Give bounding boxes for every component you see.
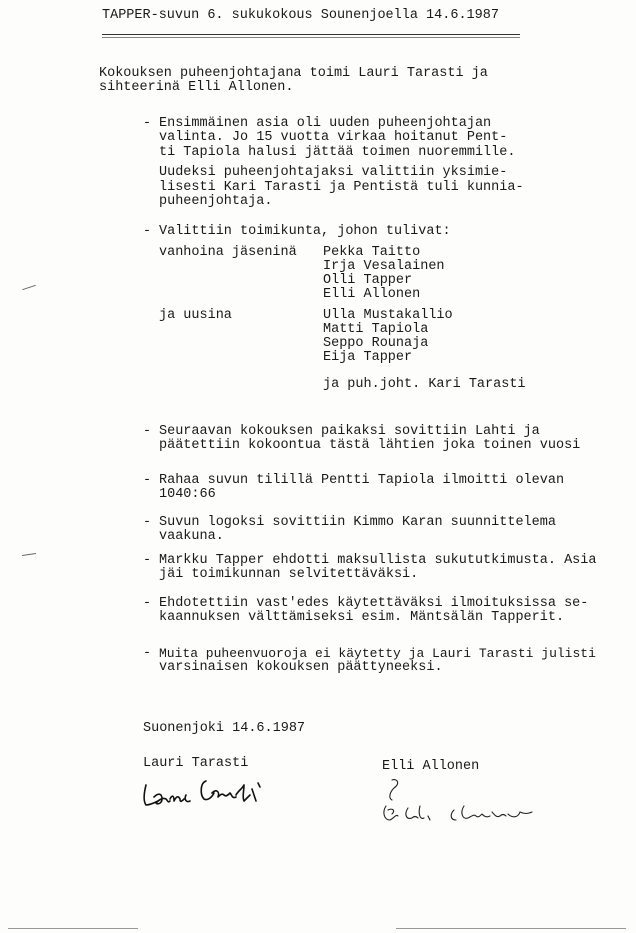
item1-line-6: puheenjohtaja.: [159, 194, 273, 209]
signer-left-name: Lauri Tarasti: [143, 756, 249, 771]
bullet-dash: -: [143, 224, 152, 239]
old-member: Elli Allonen: [323, 287, 421, 302]
item7-line-1: Ehdotettiin vast'edes käytettäväksi ilmoituksissa se-: [159, 596, 589, 611]
bullet-dash: -: [143, 596, 152, 611]
new-member: Eija Tapper: [323, 350, 413, 365]
item8-line-1: Muita puheenvuoroja ei käytetty ja Lauri Tarasti julisti: [159, 646, 596, 661]
signature-left: [140, 775, 270, 815]
item6-line-1: Markku Tapper ehdotti maksullista sukututkimusta. Asia: [159, 553, 597, 568]
item1-line-2: valinta. Jo 15 vuotta virkaa hoitanut Pent-: [159, 130, 508, 145]
place-date: Suonenjoki 14.6.1987: [143, 721, 306, 736]
title-underline: [102, 34, 520, 35]
scan-line: [396, 928, 626, 929]
margin-mark: [22, 553, 36, 556]
document-title: TAPPER-suvun 6. sukukokous Sounenjoella 14.6.1987: [102, 8, 499, 23]
intro-line-1: Kokouksen puheenjohtajana toimi Lauri Tarasti ja: [99, 66, 488, 81]
item5-line-1: Suvun logoksi sovittiin Kimmo Karan suunnittelema: [159, 515, 556, 530]
item2-lead: Valittiin toimikunta, johon tulivat:: [159, 224, 451, 239]
item4-line-1: Rahaa suvun tilillä Pentti Tapiola ilmoitti olevan: [159, 473, 565, 488]
new-member: Seppo Rounaja: [323, 336, 429, 351]
item1-line-3: ti Tapiola halusi jättää toimen nuoremmille.: [159, 145, 516, 160]
old-member: Irja Vesalainen: [323, 259, 445, 274]
signer-right-name: Elli Allonen: [382, 759, 480, 774]
bullet-dash: -: [143, 473, 152, 488]
item8-line-2: varsinaisen kokouksen päättyneeksi.: [159, 660, 443, 675]
chair-line: ja puh.joht. Kari Tarasti: [323, 377, 526, 392]
bullet-dash: -: [143, 553, 152, 568]
margin-mark: [22, 285, 36, 290]
scan-line: [8, 928, 138, 929]
item1-line-1: Ensimmäinen asia oli uuden puheenjohtajan: [159, 116, 492, 131]
item4-line-2: 1040:66: [159, 487, 216, 502]
bullet-dash: -: [143, 646, 152, 661]
item1-line-4: Uudeksi puheenjohtajaksi valittiin yksimie-: [159, 165, 508, 180]
item3-line-1: Seuraavan kokouksen paikaksi sovittiin Lahti ja: [159, 424, 540, 439]
item5-line-2: vaakuna.: [159, 529, 224, 544]
new-member: Matti Tapiola: [323, 322, 429, 337]
item6-line-2: jäi toimikunnan selvitettäväksi.: [159, 567, 419, 582]
item7-line-2: kaannuksen välttämiseksi esim. Mäntsälän Tapperit.: [159, 610, 565, 625]
old-member: Pekka Taitto: [323, 245, 421, 260]
bullet-dash: -: [143, 424, 152, 439]
bullet-dash: -: [143, 116, 152, 131]
old-member: Olli Tapper: [323, 273, 413, 288]
title-underline-2: [102, 37, 520, 38]
new-member: Ulla Mustakallio: [323, 308, 453, 323]
signature-right: [378, 776, 548, 832]
new-members-label: ja uusina: [159, 308, 232, 323]
bullet-dash: -: [143, 515, 152, 530]
intro-line-2: sihteerinä Elli Allonen.: [99, 80, 294, 95]
old-members-label: vanhoina jäseninä: [159, 245, 297, 260]
item1-line-5: lisesti Kari Tarasti ja Pentistä tuli kunnia-: [159, 180, 524, 195]
item3-line-2: päätettiin kokoontua tästä lähtien joka toinen vuosi: [159, 438, 581, 453]
